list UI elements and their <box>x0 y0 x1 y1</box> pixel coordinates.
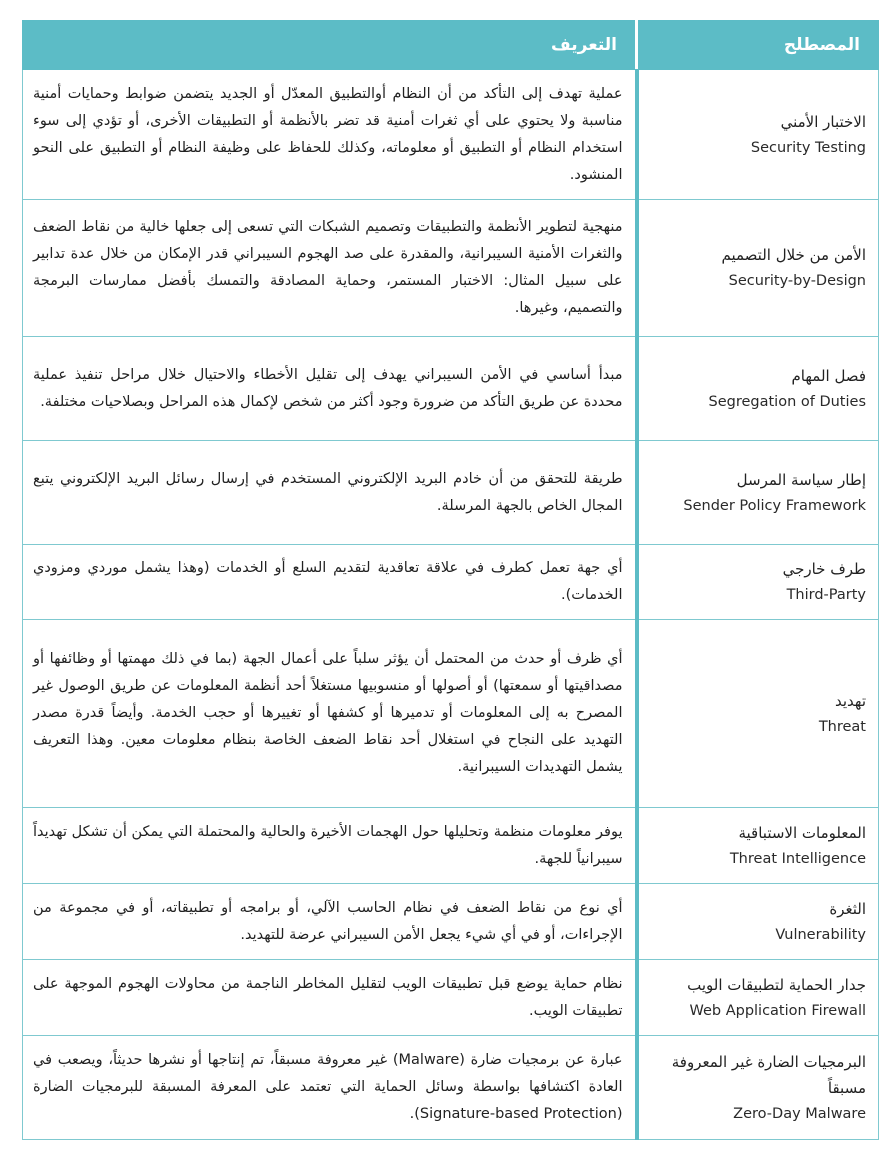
term-cell <box>637 441 879 545</box>
table-row <box>23 441 879 545</box>
term-cell <box>637 337 879 441</box>
definition-cell: منهجية لتطوير الأنظمة والتطبيقات وتصميم الشبكات التي تسعى إلى جعلها خالية من نقاط الضعف والثغرات الأمنية السيبرانية، والمقدرة على صد الهجوم السيبراني قدر الإمكان من خلال عدة تدابير على سبيل المثال: الاختبار المستمر، وحماية المصادقة والتمسك بأفضل ممارسات البرمجة والتصميم، وغيرها. <box>23 200 637 337</box>
header-definition: التعريف <box>23 21 637 70</box>
term-arabic: طرف خارجي <box>782 560 866 578</box>
term-english: Segregation of Duties <box>708 393 866 410</box>
table-row <box>23 1036 879 1140</box>
term-arabic: المعلومات الاستباقية <box>738 823 866 842</box>
table-row <box>23 884 879 960</box>
term-arabic: الثغرة <box>829 899 866 918</box>
term-cell <box>637 884 879 960</box>
definition-cell: مبدأ أساسي في الأمن السيبراني يهدف إلى تقليل الأخطاء والاحتيال خلال مراحل تنفيذ عملية محددة عن طريق التأكد من ضرورة وجود أكثر من شخص لإكمال هذه المراحل وبصلاحيات مختلفة. <box>23 337 637 441</box>
table-row <box>23 545 879 620</box>
term-english: Vulnerability <box>775 926 866 943</box>
term-english: Web Application Firewall <box>689 1002 866 1019</box>
term-cell <box>637 70 879 200</box>
definition-cell: أي جهة تعمل كطرف في علاقة تعاقدية لتقديم السلع أو الخدمات (وهذا يشمل موردي ومزودي الخدمات). <box>23 545 637 620</box>
table-row <box>23 808 879 884</box>
term-cell <box>637 620 879 808</box>
table-row <box>23 200 879 337</box>
definition-cell: نظام حماية يوضع قبل تطبيقات الويب لتقليل المخاطر الناجمة من محاولات الهجوم الموجهة على تطبيقات الويب. <box>23 960 637 1036</box>
glossary-table-container <box>22 20 878 1140</box>
term-arabic: البرمجيات الضارة غير المعروفة مسبقاً <box>671 1052 866 1097</box>
term-english: Security-by-Design <box>728 273 866 289</box>
glossary-table <box>22 20 879 1140</box>
term-arabic: تهديد <box>834 691 866 710</box>
term-english: Third-Party <box>786 587 866 603</box>
term-english: Security Testing <box>750 139 866 156</box>
table-row <box>23 960 879 1036</box>
table-row <box>23 337 879 441</box>
term-arabic: الأمن من خلال التصميم <box>721 246 866 264</box>
term-cell <box>637 200 879 337</box>
header-term: المصطلح <box>637 21 879 70</box>
term-cell <box>637 545 879 620</box>
definition-cell: يوفر معلومات منظمة وتحليلها حول الهجمات الأخيرة والحالية والمحتملة التي يمكن أن تشكل تهديداً سيبرانياً للجهة. <box>23 808 637 884</box>
term-english: Threat <box>818 718 866 735</box>
term-english: Threat Intelligence <box>729 850 866 867</box>
term-arabic: جدار الحماية لتطبيقات الويب <box>687 975 866 994</box>
table-row <box>23 70 879 200</box>
definition-cell: عملية تهدف إلى التأكد من أن النظام أوالتطبيق المعدّل أو الجديد يتضمن ضوابط وحمايات أمنية مناسبة ولا يحتوي على أي ثغرات أمنية قد تضر بالأنظمة أو التطبيقات الأخرى، أو تؤدي إلى سوء استخدام النظام أو التطبيق أو معلوماته، وكذلك للحفاظ على وظيفة النظام أو التطبيق على النحو المنشود. <box>23 70 637 200</box>
term-cell <box>637 960 879 1036</box>
term-english: Zero-Day Malware <box>733 1105 866 1122</box>
term-arabic: إطار سياسة المرسل <box>736 470 866 489</box>
definition-cell: عبارة عن برمجيات ضارة (Malware) غير معروفة مسبقاً، تم إنتاجها أو نشرها حديثاً، ويصعب في العادة اكتشافها بواسطة وسائل الحماية التي تعتمد على المعرفة المسبقة للبرمجيات الضارة (Signature-based Protection). <box>23 1036 637 1140</box>
table-row <box>23 620 879 808</box>
definition-cell: أي ظرف أو حدث من المحتمل أن يؤثر سلباً على أعمال الجهة (بما في ذلك مهمتها أو وظائفها أو مصداقيتها أو سمعتها) أو أصولها أو منسوبيها مستغلاً أحد أنظمة المعلومات عن طريق الوصول غير المصرح به إلى المعلومات أو تدميرها أو كشفها أو تغييرها أو حجب الخدمة. وأيضاً قدرة مصدر التهديد على النجاح في استغلال أحد نقاط الضعف الخاصة بنظام معلومات معين. وهذا التعريف يشمل التهديدات السيبرانية. <box>23 620 637 808</box>
definition-cell: طريقة للتحقق من أن خادم البريد الإلكتروني المستخدم في إرسال رسائل البريد الإلكتروني يتبع المجال الخاص بالجهة المرسلة. <box>23 441 637 545</box>
term-cell <box>637 808 879 884</box>
definition-cell: أي نوع من نقاط الضعف في نظام الحاسب الآلي، أو برامجه أو تطبيقاته، أو في مجموعة من الإجراءات، أو في أي شيء يجعل الأمن السيبراني عرضة للتهديد. <box>23 884 637 960</box>
term-arabic: الاختبار الأمني <box>780 112 866 131</box>
term-english: Sender Policy Framework <box>683 497 866 514</box>
term-cell <box>637 1036 879 1140</box>
table-header-row <box>23 21 879 70</box>
term-arabic: فصل المهام <box>791 366 866 385</box>
